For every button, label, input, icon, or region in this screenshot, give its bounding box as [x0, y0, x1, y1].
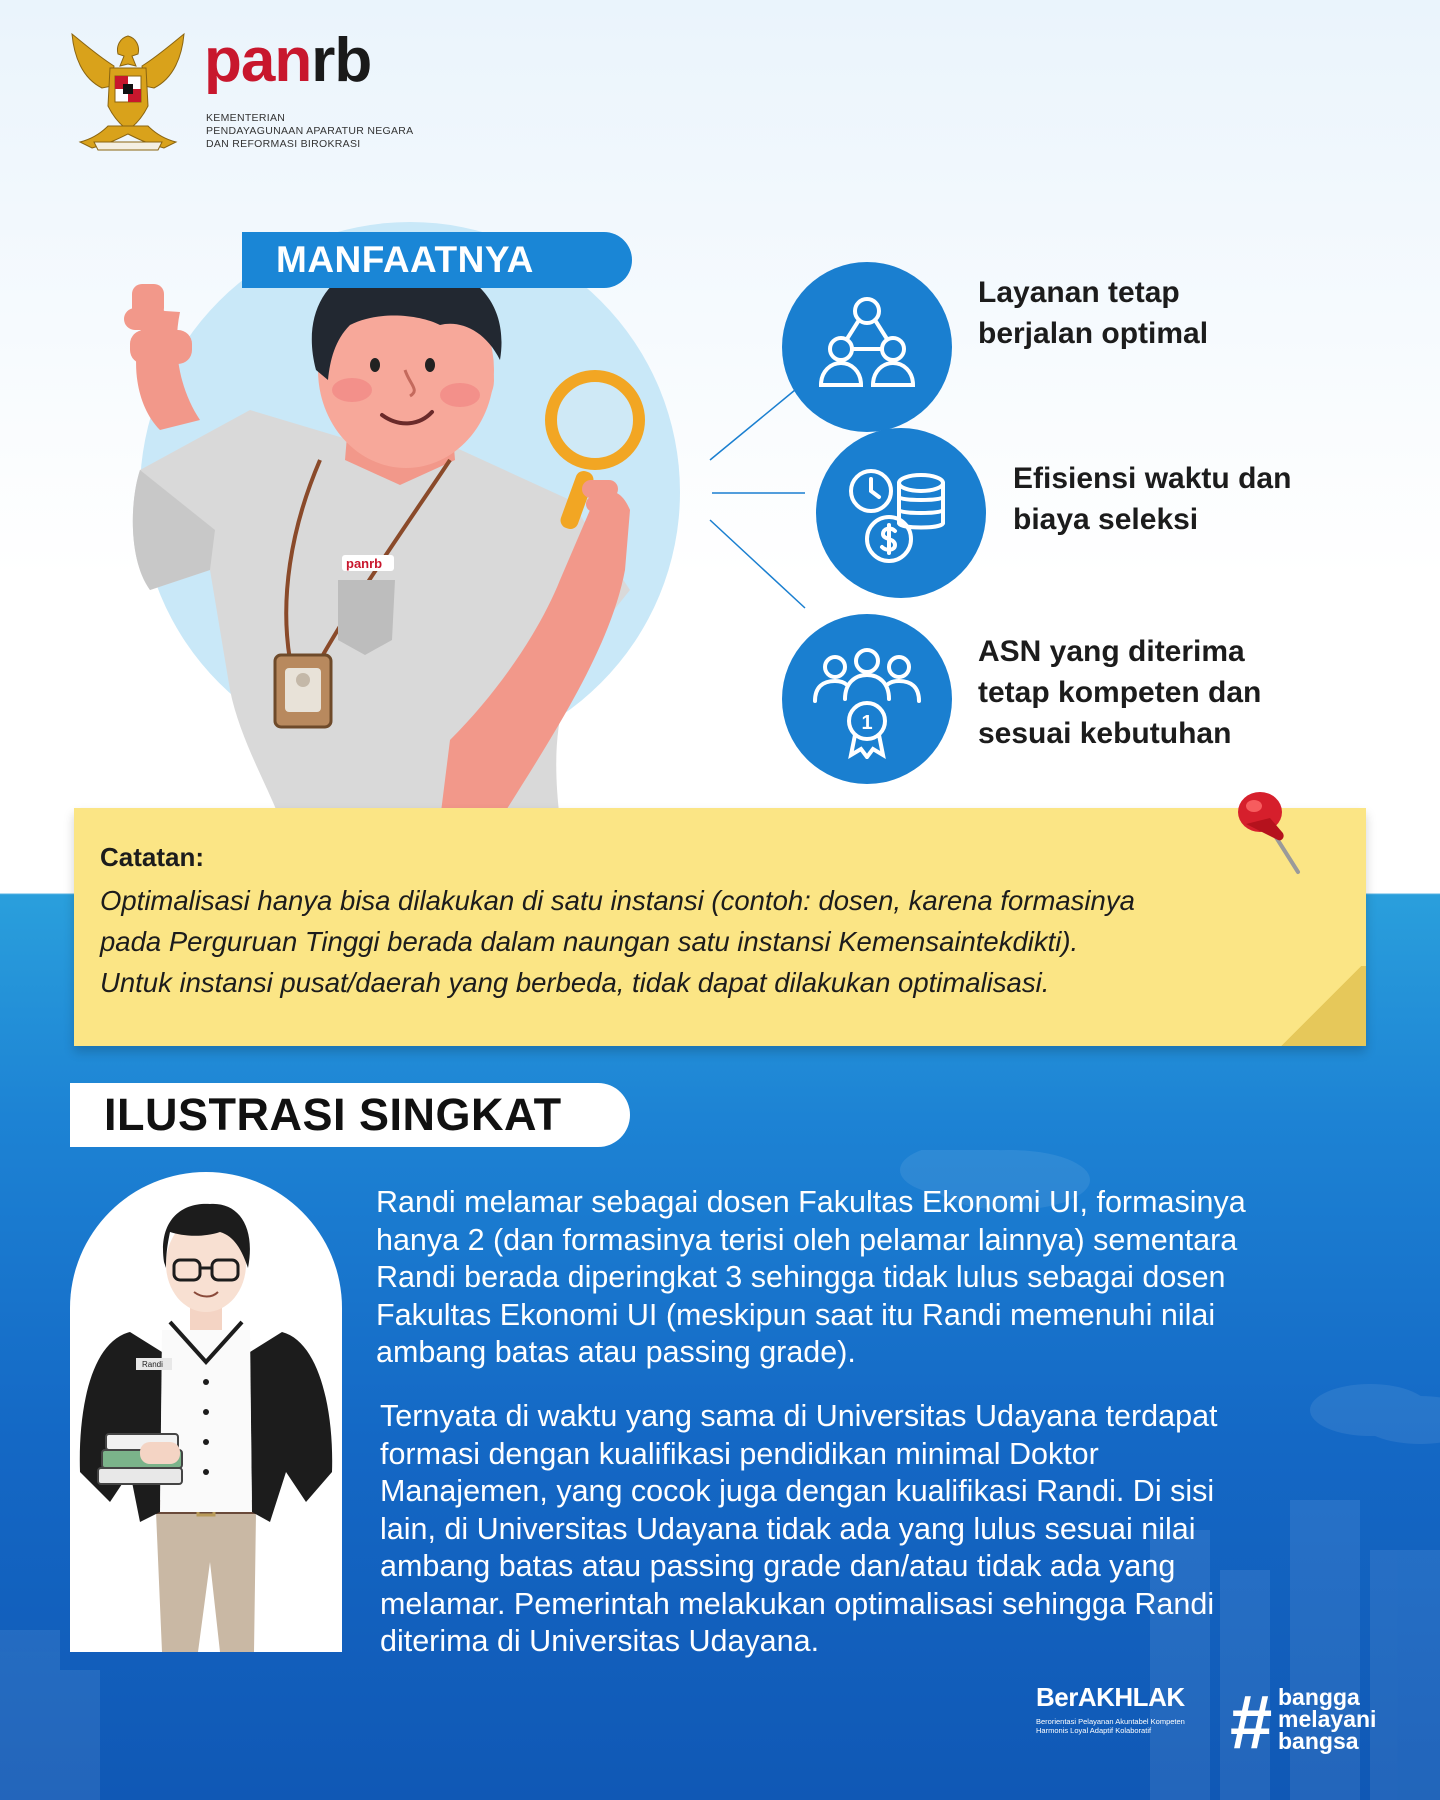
berakhlak-tagline-line: Harmonis Loyal Adaptif Kolaboratif: [1036, 1726, 1152, 1735]
bangga-melayani-bangsa-logo: [1230, 1682, 1410, 1772]
ministry-line: PENDAYAGUNAAN APARATUR NEGARA: [206, 125, 414, 137]
berakhlak-logo: [1036, 1682, 1206, 1735]
hashtag-word: bangga: [1278, 1684, 1360, 1710]
benefit-icon-circle: [816, 428, 986, 598]
benefit-line: ASN yang diterima: [978, 635, 1245, 668]
logo-pan-text: pan: [204, 26, 312, 95]
note-line: Untuk instansi pusat/daerah yang berbeda, tidak dapat dilakukan optimalisasi.: [100, 967, 1050, 998]
benefit-line: tetap kompeten dan: [978, 676, 1262, 709]
randi-card: [70, 1172, 342, 1652]
story-line: melamar. Pemerintah melakukan optimalisasi sehingga Randi: [380, 1586, 1215, 1621]
story-paragraph-1: [376, 1184, 1356, 1372]
connector-lines: [700, 380, 820, 620]
benefit-line: Efisiensi waktu dan: [1013, 462, 1292, 495]
team-network-icon: [807, 287, 927, 407]
story-line: ambang batas atau passing grade dan/atau tidak ada yang: [380, 1549, 1176, 1583]
berakhlak-title: BerAKHLAK: [1036, 1682, 1185, 1712]
benefit-line: Layanan tetap: [978, 276, 1180, 309]
sticky-note: [74, 808, 1366, 1046]
benefit-line: berjalan optimal: [978, 317, 1209, 350]
benefit-text: [1013, 458, 1291, 540]
ministry-line: KEMENTERIAN: [206, 112, 286, 124]
note-line: pada Perguruan Tinggi berada dalam naungan satu instansi Kemensaintekdikti).: [100, 926, 1079, 957]
note-title: Catatan:: [100, 842, 205, 872]
berakhlak-tagline-line: Berorientasi Pelayanan Akuntabel Kompeten: [1036, 1717, 1185, 1726]
man-with-magnifier-illustration: [120, 270, 750, 820]
panrb-logo: [204, 26, 372, 95]
note-line: Optimalisasi hanya bisa dilakukan di satu instansi (contoh: dosen, karena formasinya: [100, 885, 1135, 916]
benefit-text: [978, 272, 1208, 354]
benefit-icon-circle: [782, 262, 952, 432]
logo-rb-text: rb: [311, 26, 372, 95]
benefit-line: sesuai kebutuhan: [978, 717, 1232, 750]
story-line: Manajemen, yang cocok juga dengan kualifikasi Randi. Di sisi: [380, 1474, 1215, 1508]
story-paragraph-2: [380, 1398, 1360, 1661]
story-line: lain, di Universitas Udayana tidak ada yang lulus sesuai nilai: [380, 1511, 1196, 1546]
shirt-badge-text: panrb: [346, 556, 383, 571]
story-line: Fakultas Ekonomi UI (meskipun saat itu Randi memenuhi nilai: [376, 1297, 1216, 1332]
story-line: Randi berada diperingkat 3 sehingga tidak lulus sebagai dosen: [376, 1260, 1226, 1294]
ministry-line: DAN REFORMASI BIROKRASI: [206, 138, 361, 150]
benefit-text: [978, 631, 1261, 754]
story-line: ambang batas atau passing grade).: [376, 1335, 856, 1369]
story-line: Randi melamar sebagai dosen Fakultas Ekonomi UI, formasinya: [376, 1185, 1246, 1219]
story-line: hanya 2 (dan formasinya terisi oleh pelamar lainnya) sementara: [376, 1222, 1238, 1257]
hashtag-words: [1278, 1686, 1376, 1752]
garuda-emblem-icon: [68, 26, 188, 154]
push-pin-icon: [1216, 772, 1326, 882]
award-number: 1: [861, 712, 873, 734]
benefits-heading: MANFAATNYA: [242, 232, 632, 288]
story-line: formasi dengan kualifikasi pendidikan minimal Doktor: [380, 1436, 1099, 1471]
ministry-name: [206, 112, 446, 151]
benefit-icon-circle: [782, 614, 952, 784]
story-line: Ternyata di waktu yang sama di Universitas Udayana terdapat: [380, 1399, 1218, 1433]
benefit-line: biaya seleksi: [1013, 503, 1199, 536]
name-tag-text: Randi: [142, 1360, 163, 1369]
team-award-icon: [807, 639, 927, 759]
time-and-coins-icon: [841, 453, 961, 573]
berakhlak-tagline: [1036, 1717, 1206, 1735]
illustration-heading: ILUSTRASI SINGKAT: [70, 1083, 630, 1147]
note-body: [100, 880, 1362, 1003]
randi-illustration: [70, 1172, 342, 1652]
hashtag-word: bangsa: [1278, 1728, 1359, 1754]
story-line: diterima di Universitas Udayana.: [380, 1624, 820, 1658]
hashtag-word: melayani: [1278, 1706, 1377, 1732]
hashtag-symbol: #: [1230, 1680, 1273, 1765]
